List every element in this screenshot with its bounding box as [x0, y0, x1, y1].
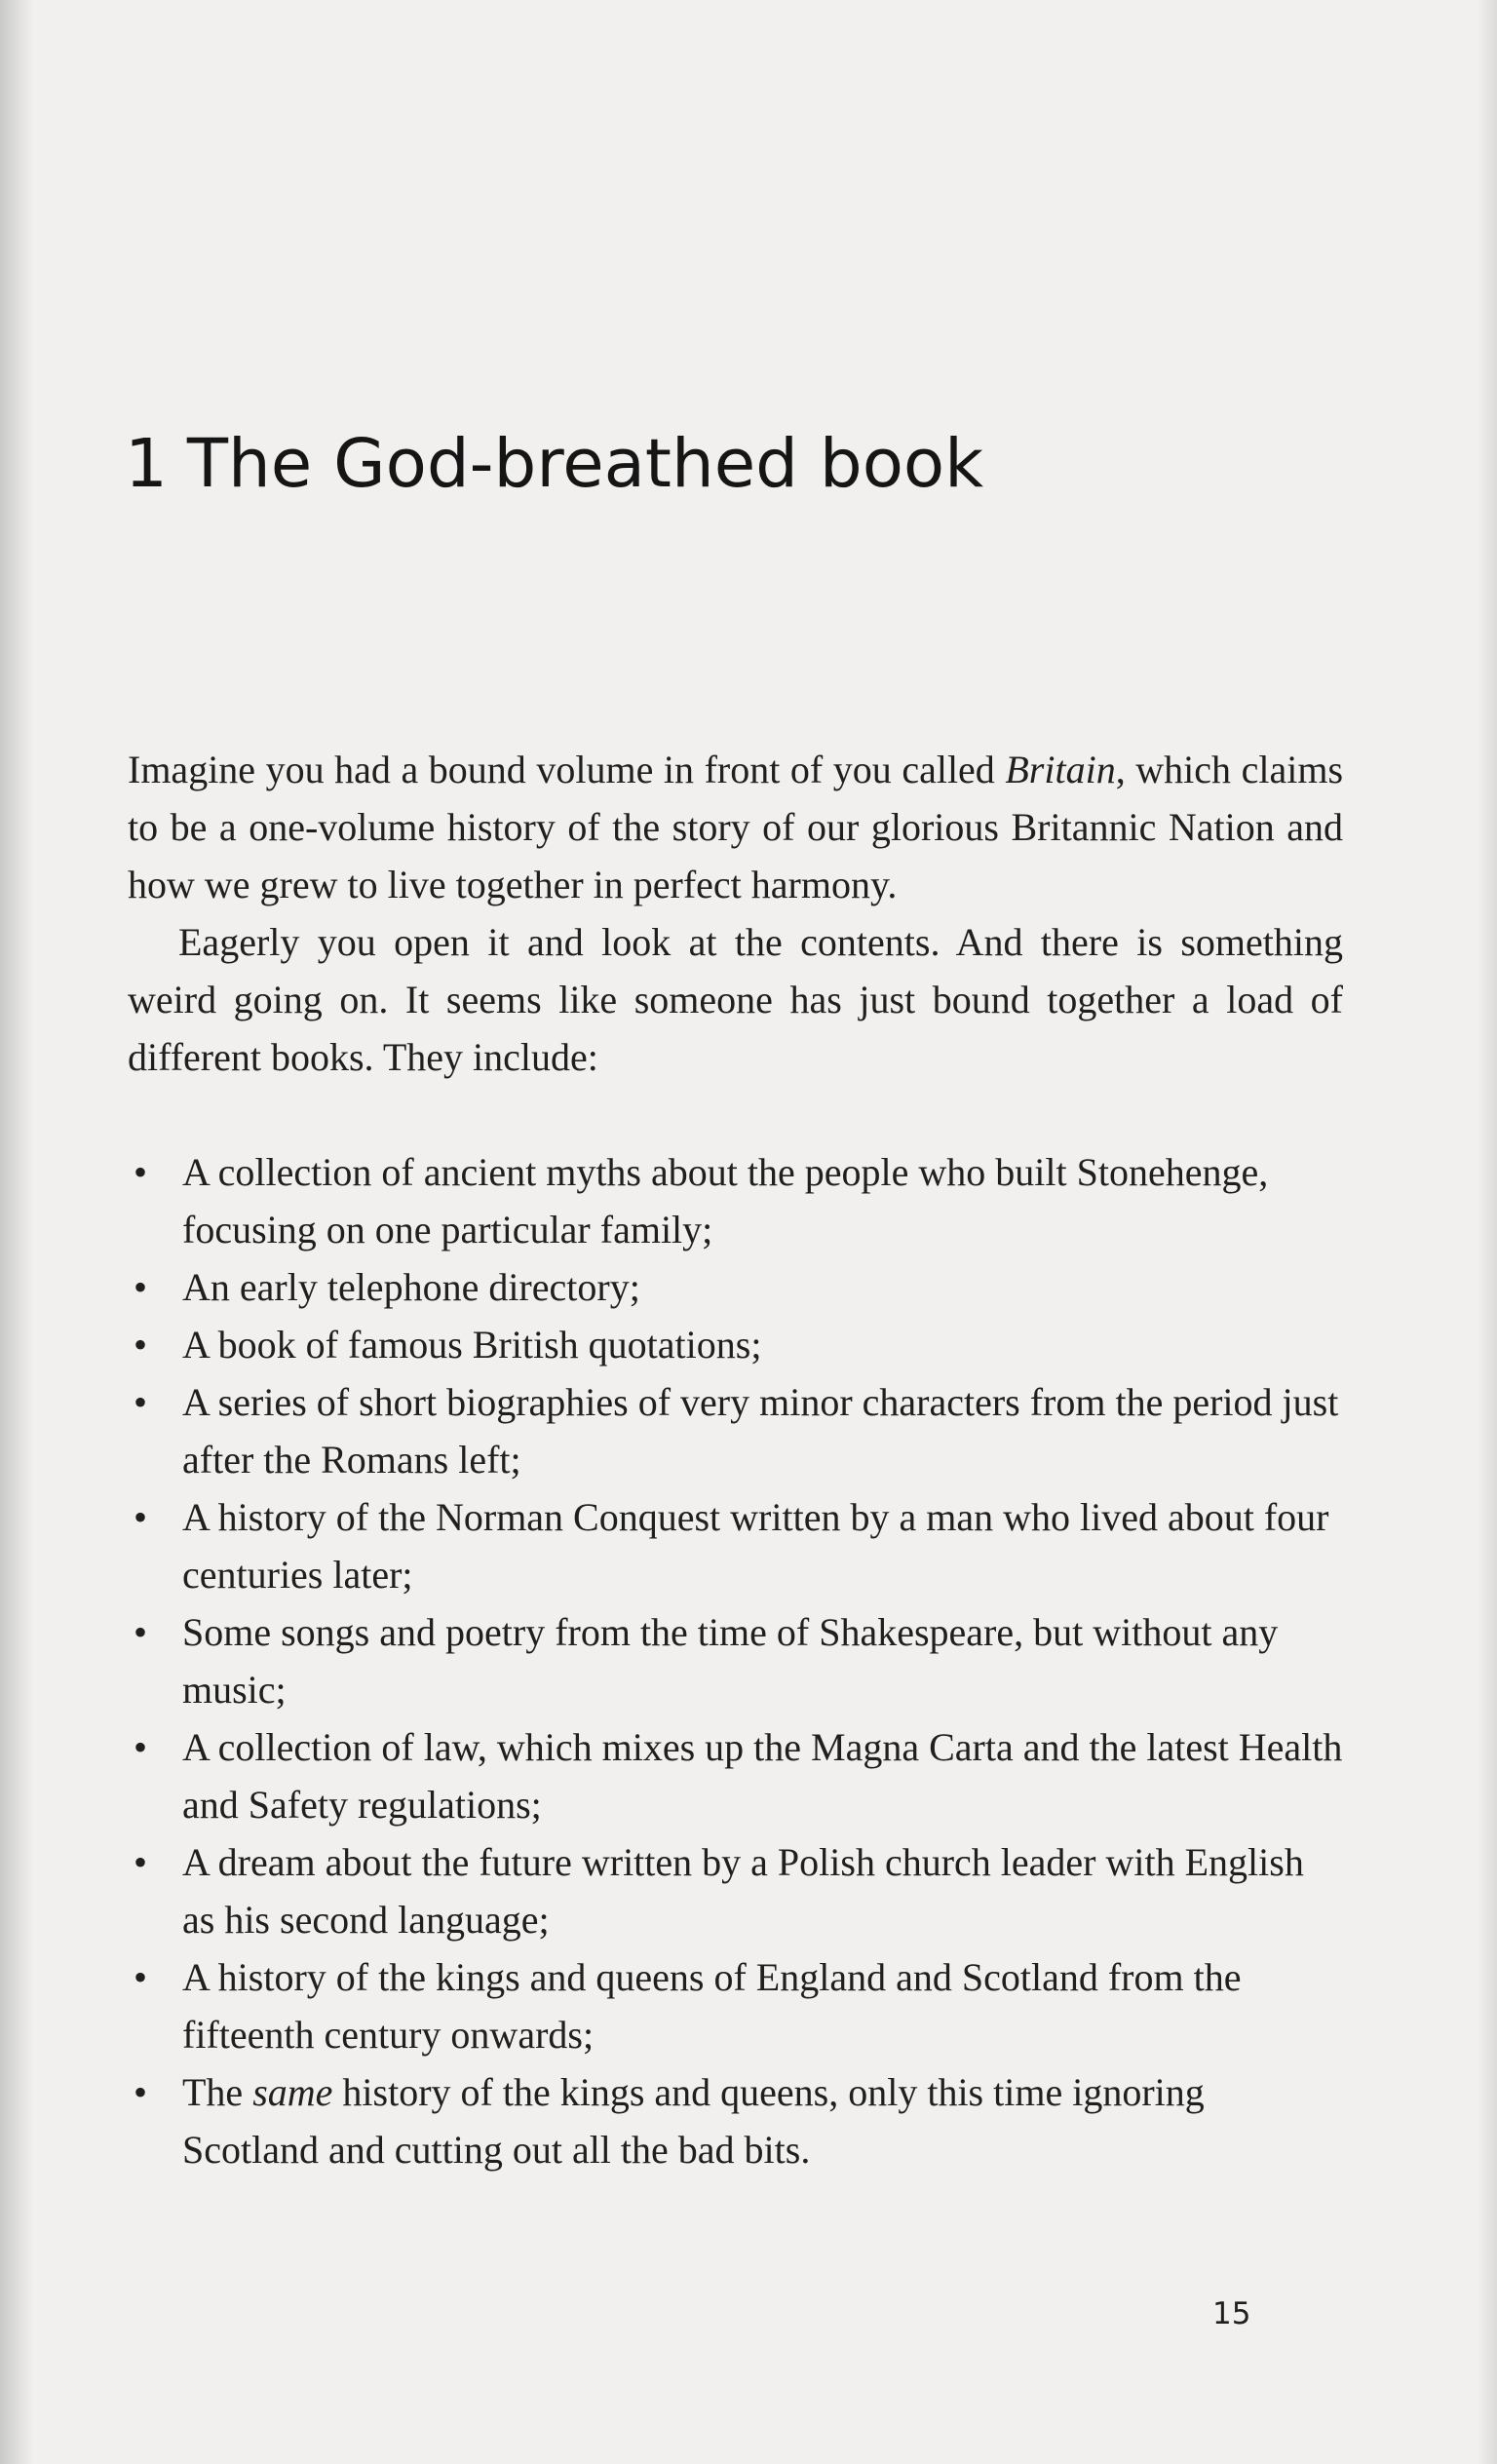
- list-item: • A collection of ancient myths about the people who built Stonehenge, focusing on one particular family;: [128, 1143, 1343, 1258]
- bullet-icon: •: [134, 1265, 148, 1309]
- page-number: 15: [1212, 2296, 1251, 2331]
- chapter-title-text: The God-breathed book: [186, 425, 984, 503]
- list-item: • A history of the kings and queens of England and Scotland from the fifteenth century onwards;: [128, 1948, 1343, 2063]
- list-item: • A collection of law, which mixes up the Magna Carta and the latest Health and Safety regulations;: [128, 1718, 1343, 1833]
- bullet-icon: •: [134, 1840, 148, 1884]
- page-edge-shadow: [1478, 0, 1497, 2464]
- bullet-icon: •: [134, 1380, 148, 1424]
- intro-paragraph: Imagine you had a bound volume in front of you called Britain, which claims to be a one-volume history of the story of our glorious Britannic Nation and how we grew to live together in perfect harmony.: [128, 748, 1344, 906]
- chapter-number: 1: [125, 425, 168, 503]
- bullet-icon: •: [134, 1725, 148, 1769]
- bullet-icon: •: [134, 1323, 148, 1367]
- bullet-icon: •: [134, 1955, 148, 1999]
- bullet-icon: •: [134, 1495, 148, 1539]
- list-item: • A book of famous British quotations;: [128, 1316, 1343, 1373]
- contents-paragraph: Eagerly you open it and look at the contents. And there is something weird going on. It seems like someone has just bound together a load of different books. They include:: [128, 920, 1343, 1079]
- body-text: [128, 741, 1343, 2178]
- list-item-last: • The same history of the kings and queens, only this time ignoring Scotland and cutting out all the bad bits.: [128, 2063, 1343, 2178]
- list-item: • Some songs and poetry from the time of Shakespeare, but without any music;: [128, 1603, 1343, 1718]
- list-item: • A series of short biographies of very minor characters from the period just after the Romans left;: [128, 1373, 1343, 1488]
- chapter-heading: [125, 421, 983, 507]
- page-gutter-shadow: [0, 0, 33, 2464]
- list-item: • A history of the Norman Conquest written by a man who lived about four centuries later;: [128, 1488, 1343, 1603]
- list-item: • An early telephone directory;: [128, 1258, 1343, 1316]
- bullet-icon: •: [134, 2070, 148, 2114]
- list-item: • A dream about the future written by a Polish church leader with English as his second language;: [128, 1833, 1343, 1948]
- bullet-icon: •: [134, 1610, 148, 1654]
- book-contents-list: [128, 1143, 1343, 2178]
- book-title-britain: Britain: [1005, 748, 1116, 791]
- bullet-icon: •: [134, 1150, 148, 1194]
